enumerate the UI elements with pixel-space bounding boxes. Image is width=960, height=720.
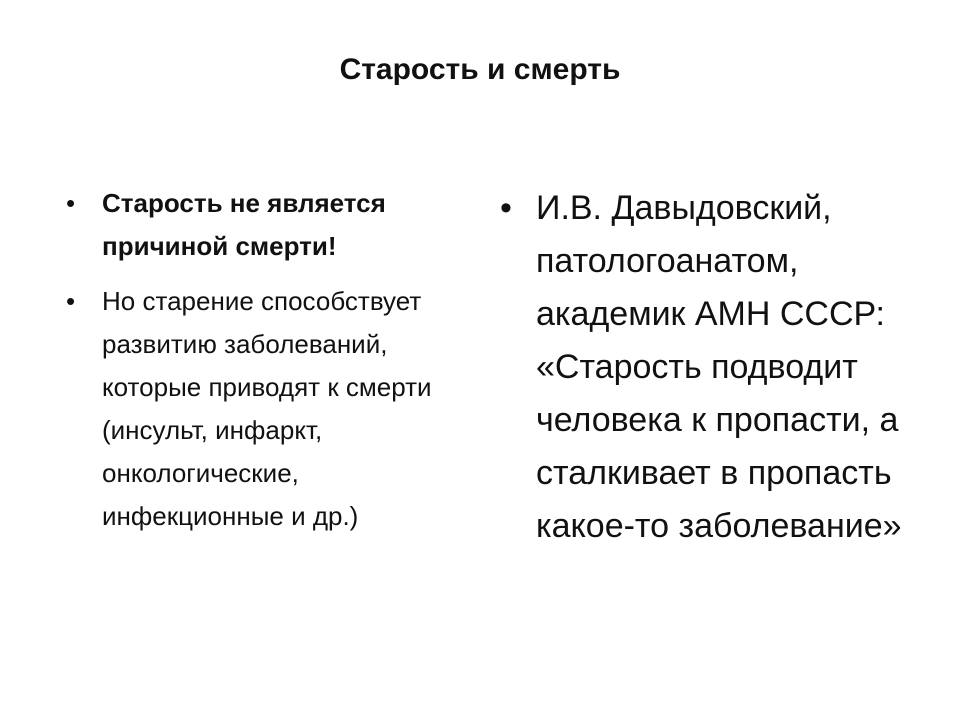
bullet-icon: •	[500, 189, 512, 227]
list-item	[66, 280, 466, 538]
right-column-list	[500, 182, 920, 553]
bullet-text: Старость не является причиной смерти!	[102, 188, 386, 261]
slide-title: Старость и смерть	[339, 53, 621, 86]
bullet-icon: •	[66, 286, 76, 316]
left-column-list	[66, 182, 466, 538]
list-item	[500, 182, 920, 553]
list-item	[66, 182, 466, 268]
bullet-icon: •	[66, 188, 76, 218]
bullet-text: Но старение способствует развитию заболеваний, которые приводят к смерти (инсульт, инфаркт, онкологические, инфекционные и др.)	[102, 286, 432, 531]
quote-text: И.В. Давыдовский, патологоанатом, академик АМН СССР: «Старость подводит человека к пропасти, а сталкивает в пропасть какое-то заболевание»	[536, 189, 902, 545]
